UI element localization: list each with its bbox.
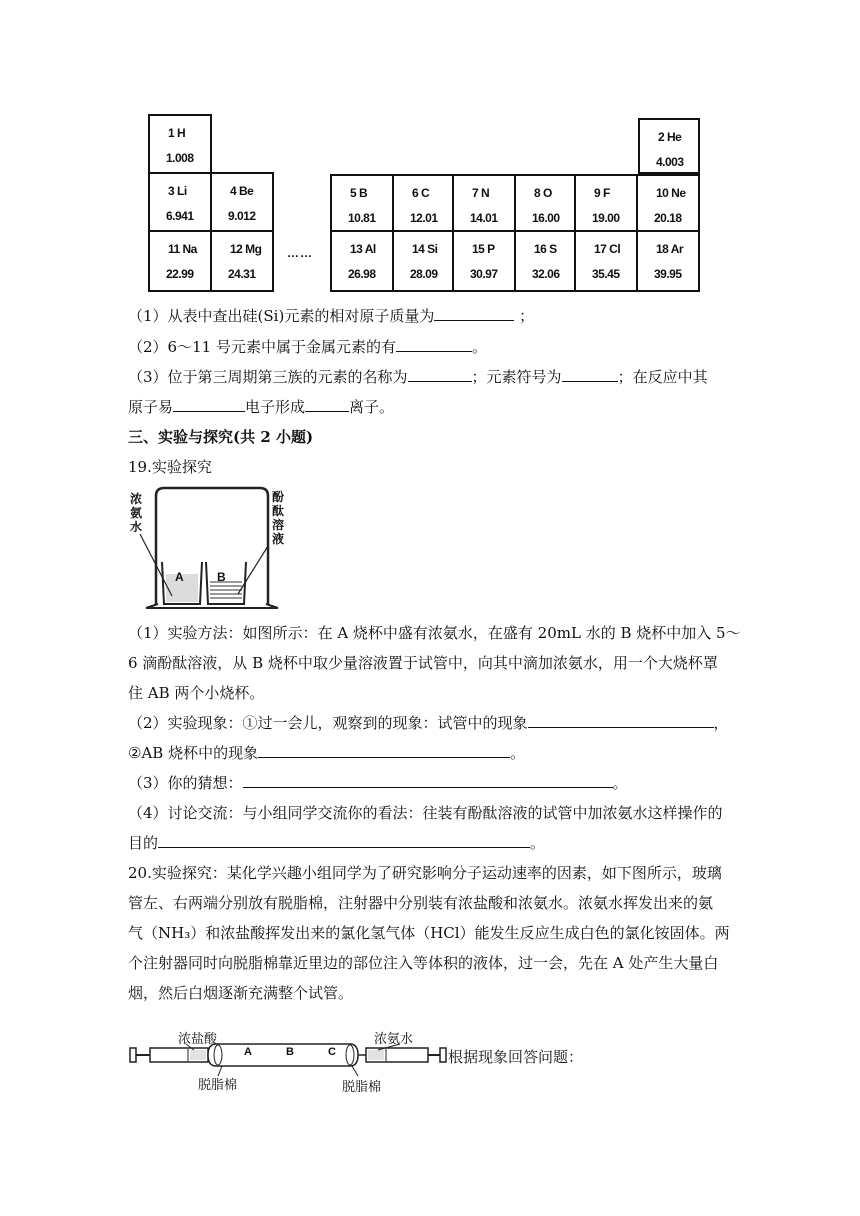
element-symbol: 11 Na: [168, 242, 197, 256]
label-beaker-b: B: [217, 570, 226, 584]
element-mass: 16.00: [532, 211, 560, 225]
q19-p1-line3: 住 AB 两个小烧杯。: [128, 684, 265, 702]
q19-p2-line2: [128, 742, 525, 763]
element-symbol: 14 Si: [412, 242, 438, 256]
element-cell: [514, 230, 576, 292]
q18-part3-text6: 离子。: [349, 398, 395, 416]
element-mass: 1.008: [166, 151, 194, 165]
answer-blank[interactable]: [258, 743, 510, 758]
element-cell: [392, 230, 454, 292]
element-mass: 6.941: [166, 209, 194, 223]
q18-part2-text: （2）6～11 号元素中属于金属元素的有: [128, 338, 396, 356]
section-heading: 三、实验与探究(共 2 小题): [128, 428, 314, 446]
q19-p4-end: 。: [530, 834, 546, 852]
element-symbol: 1 H: [168, 126, 186, 140]
element-mass: 12.01: [410, 211, 438, 225]
label-ammonia: 浓氨水: [130, 492, 143, 534]
element-cell: [452, 174, 516, 232]
element-cell: [210, 230, 274, 292]
q19-p2-line1: [128, 712, 729, 733]
q18-part3-text: （3）位于第三周期第三族的元素的名称为: [128, 368, 408, 386]
answer-blank[interactable]: [305, 397, 349, 412]
element-cell: [636, 230, 700, 292]
element-cell: [514, 174, 576, 232]
element-symbol: 10 Ne: [656, 186, 686, 200]
q19-p2-comma: ，: [713, 714, 729, 732]
q19-title: 19.实验探究: [128, 458, 212, 476]
element-symbol: 2 He: [658, 130, 682, 144]
element-cell: [574, 174, 638, 232]
q19-p4-line1: （4）讨论交流：与小组同学交流你的看法：往装有酚酞溶液的试管中加浓氨水这样操作的: [128, 804, 723, 822]
label-beaker-a: A: [175, 570, 184, 584]
label-hydrochloric-acid: 浓盐酸: [178, 1031, 218, 1046]
element-mass: 30.97: [470, 267, 498, 281]
element-cell: [330, 230, 394, 292]
element-cell: [392, 174, 454, 232]
q18-part3-text5: 电子形成: [245, 398, 306, 416]
element-mass: 39.95: [654, 267, 682, 281]
element-symbol: 16 S: [534, 242, 557, 256]
label-point-b: B: [286, 1046, 294, 1058]
answer-blank[interactable]: [562, 367, 618, 382]
q19-p3: [128, 772, 628, 793]
element-mass: 20.18: [654, 211, 682, 225]
answer-blank[interactable]: [173, 397, 245, 412]
periodic-table: [146, 114, 702, 294]
q18-part3-text4: 原子易: [128, 398, 174, 416]
q19-p2-end: 。: [510, 744, 526, 762]
answer-blank[interactable]: [528, 713, 714, 728]
label-cotton-left: 脱脂棉: [198, 1077, 238, 1092]
element-symbol: 13 Al: [350, 242, 376, 256]
q18-part2: [128, 336, 487, 357]
label-cotton-right: 脱脂棉: [342, 1079, 382, 1094]
element-cell: [148, 172, 212, 232]
q20-line5: 烟，然后白烟逐渐充满整个试管。: [128, 984, 354, 1002]
q18-part1: [128, 305, 534, 326]
q20-line1: 20.实验探究：某化学兴趣小组同学为了研究影响分子运动速率的因素，如下图所示，玻璃: [128, 864, 722, 882]
element-mass: 32.06: [532, 267, 560, 281]
q18-part3-line1: [128, 366, 708, 387]
element-cell: [330, 174, 394, 232]
element-mass: 4.003: [656, 155, 684, 169]
element-symbol: 18 Ar: [656, 242, 684, 256]
element-symbol: 9 F: [594, 186, 610, 200]
element-mass: 22.99: [166, 267, 194, 281]
q20-line4: 个注射器同时向脱脂棉靠近里边的部位注入等体积的液体，过一会，先在 A 处产生大量白: [128, 954, 719, 972]
element-symbol: 5 B: [350, 186, 368, 200]
answer-blank[interactable]: [158, 833, 530, 848]
table-ellipsis: ……: [287, 246, 313, 260]
q19-p3-end: 。: [612, 774, 628, 792]
element-symbol: 8 O: [534, 186, 552, 200]
element-symbol: 15 P: [472, 242, 495, 256]
q19-p2-text2: ②AB 烧杯中的现象: [128, 744, 259, 762]
element-mass: 10.81: [348, 211, 376, 225]
element-mass: 24.31: [228, 267, 256, 281]
label-ammonia-water: 浓氨水: [374, 1031, 414, 1046]
element-mass: 28.09: [410, 267, 438, 281]
q20-after-figure: 根据现象回答问题：: [448, 1048, 584, 1066]
answer-blank[interactable]: [408, 367, 472, 382]
label-phenolphthalein: 酚酞溶液: [272, 490, 285, 546]
q18-part3-line2: [128, 396, 394, 417]
tube-diagram: [128, 1031, 448, 1096]
element-cell: [210, 172, 274, 232]
q18-part1-end: ；: [519, 307, 535, 325]
q19-p1-line1: （1）实验方法：如图所示：在 A 烧杯中盛有浓氨水，在盛有 20mL 水的 B 烧杯中加入 5～: [128, 624, 741, 642]
q19-p1-line2: 6 滴酚酞溶液，从 B 烧杯中取少量溶液置于试管中，向其中滴加浓氨水，用一个大烧杯罩: [128, 654, 718, 672]
q19-p4-line2: [128, 832, 545, 853]
element-cell: [636, 174, 700, 232]
element-symbol: 3 Li: [168, 184, 187, 198]
element-symbol: 17 Cl: [594, 242, 621, 256]
q19-p2-text: （2）实验现象：①过一会儿，观察到的现象：试管中的现象: [128, 714, 528, 732]
label-point-c: C: [328, 1046, 336, 1058]
element-symbol: 4 Be: [230, 184, 254, 198]
element-mass: 19.00: [592, 211, 620, 225]
beaker-illustration: [128, 486, 288, 611]
q19-p4-text: 目的: [128, 834, 159, 852]
beaker-diagram: [128, 486, 288, 611]
q20-line2: 管左、右两端分别放有脱脂棉，注射器中分别装有浓盐酸和浓氨水。浓氨水挥发出来的氨: [128, 894, 714, 912]
answer-blank[interactable]: [396, 337, 472, 352]
q18-part3-text3: ；在反应中其: [617, 368, 708, 386]
q18-part1-text: （1）从表中查出硅(Si)元素的相对原子质量为: [128, 307, 435, 325]
answer-blank[interactable]: [243, 773, 613, 788]
element-cell: [148, 230, 212, 292]
q18-part3-text2: ；元素符号为: [471, 368, 562, 386]
element-cell: [148, 114, 212, 174]
q19-p3-text: （3）你的猜想：: [128, 774, 243, 792]
label-point-a: A: [244, 1046, 252, 1058]
q18-part2-end: 。: [471, 338, 487, 356]
element-cell: [574, 230, 638, 292]
element-symbol: 7 N: [472, 186, 490, 200]
element-mass: 9.012: [228, 209, 256, 223]
element-cell: [638, 118, 700, 174]
element-cell: [452, 230, 516, 292]
element-mass: 35.45: [592, 267, 620, 281]
element-symbol: 6 C: [412, 186, 430, 200]
q20-line3: 气（NH₃）和浓盐酸挥发出来的氯化氢气体（HCl）能发生反应生成白色的氯化铵固体。两: [128, 924, 730, 942]
element-mass: 14.01: [470, 211, 498, 225]
element-symbol: 12 Mg: [230, 242, 262, 256]
answer-blank[interactable]: [434, 306, 514, 321]
element-mass: 26.98: [348, 267, 376, 281]
